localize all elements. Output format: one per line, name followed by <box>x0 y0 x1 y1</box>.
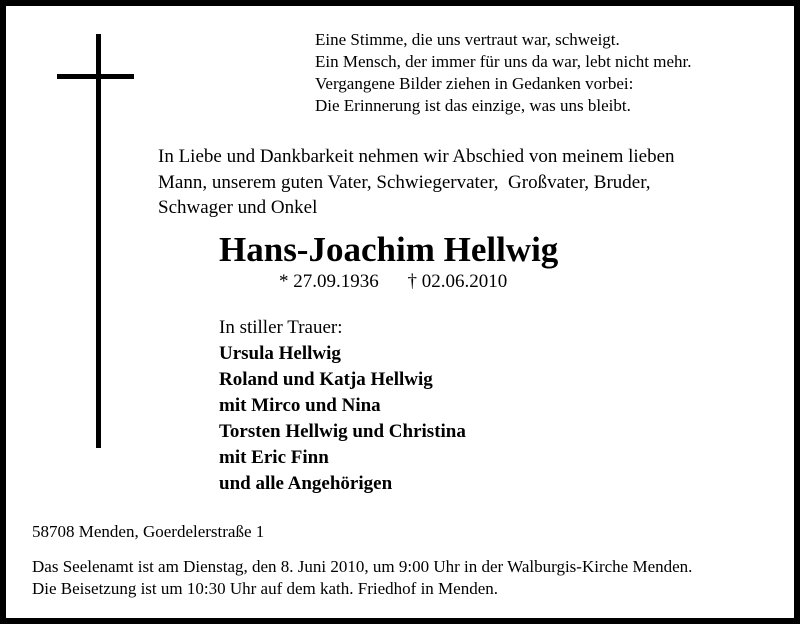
mourner-name: mit Mirco und Nina <box>219 395 381 416</box>
address: 58708 Menden, Goerdelerstraße 1 <box>32 522 265 541</box>
deceased-name: Hans-Joachim Hellwig <box>219 230 559 269</box>
mourner-name: Ursula Hellwig <box>219 343 341 364</box>
life-dates <box>279 270 507 294</box>
mourner-name: mit Eric Finn <box>219 447 329 468</box>
birth-date: * 27.09.1936 <box>279 271 379 292</box>
death-date: † 02.06.2010 <box>407 271 508 292</box>
mourners-block <box>219 315 466 497</box>
poem-line: Ein Mensch, der immer für uns da war, lebt nicht mehr. <box>315 52 692 71</box>
poem-line: Vergangene Bilder ziehen in Gedanken vorbei: <box>315 74 634 93</box>
poem <box>315 29 692 117</box>
cross-icon-bar <box>57 74 134 79</box>
mourners-heading: In stiller Trauer: <box>219 317 343 338</box>
mourner-name: und alle Angehörigen <box>219 473 393 494</box>
intro-line: Mann, unserem guten Vater, Schwiegervater, Großvater, Bruder, <box>158 171 651 193</box>
obituary-card <box>6 6 794 618</box>
intro-line: In Liebe und Dankbarkeit nehmen wir Abschied von meinem lieben <box>158 146 675 167</box>
intro-text <box>158 144 758 221</box>
service-line: Die Beisetzung ist um 10:30 Uhr auf dem kath. Friedhof in Menden. <box>32 579 498 598</box>
cross-icon <box>96 34 101 448</box>
mourner-name: Roland und Katja Hellwig <box>219 369 433 390</box>
poem-line: Die Erinnerung ist das einzige, was uns bleibt. <box>315 96 631 115</box>
intro-line: Schwager und Onkel <box>158 197 318 218</box>
service-info <box>32 556 692 600</box>
mourner-name: Torsten Hellwig und Christina <box>219 421 466 442</box>
service-line: Das Seelenamt ist am Dienstag, den 8. Juni 2010, um 9:00 Uhr in der Walburgis-Kirche Menden. <box>32 557 693 576</box>
poem-line: Eine Stimme, die uns vertraut war, schweigt. <box>315 30 620 49</box>
